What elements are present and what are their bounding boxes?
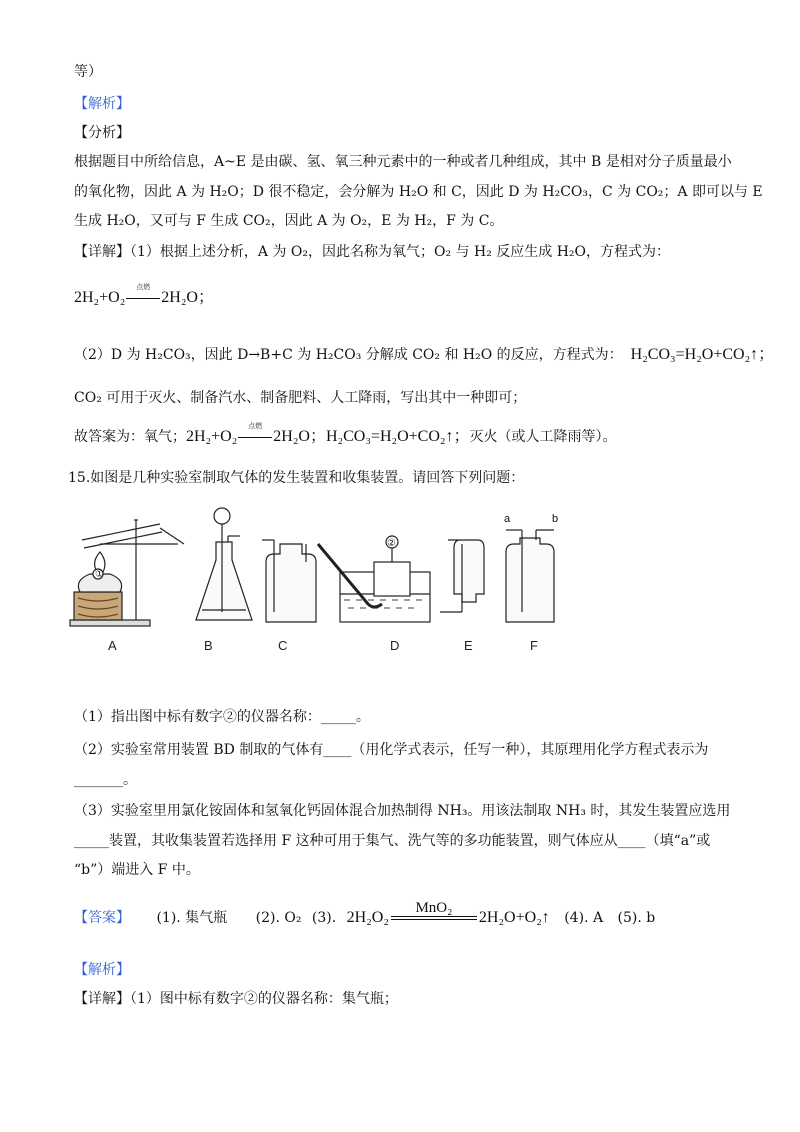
equation-2: H₂CO₃=H₂O+CO₂↑； [630,346,775,363]
answer-4: (4). A [564,910,604,926]
eq1-condition-label: 点燃 [136,283,151,291]
sub-question-3-line-3: “b”）端进入 F 中。 [74,862,200,878]
answer-eq1-reactants: 2H₂+O₂ [186,428,238,445]
answer-3-products: 2H₂O+O₂↑ [478,909,550,926]
section-tag-analysis-2: 【解析】 [74,962,130,978]
analysis-line-1: 根据题目中所给信息，A~E 是由碳、氢、氧三种元素中的一种或者几种组成，其中 B 是相对分子质量最小 [74,154,732,170]
eq1-condition [126,283,160,308]
answer-summary [74,422,617,447]
sub-question-3-line-2: _____装置，其收集装置若选择用 F 这种可用于集气、洗气等的多功能装置，则气体应从____（填“a”或 [74,833,711,849]
answer-eq2: H₂CO₃=H₂O+CO₂↑； [326,428,470,445]
analysis-line-3: 生成 H₂O，又可与 F 生成 CO₂，因此 A 为 O₂，E 为 H₂，F 为 C。 [74,213,504,229]
detail-text: （1）根据上述分析，A 为 O₂，因此名称为氧气；O₂ 与 H₂ 反应生成 H₂O，方程式为： [130,244,671,260]
sub-question-2-line-2: _______。 [74,772,137,788]
answer-3-label: (3). [311,910,337,926]
figure-label-d: D [390,638,400,653]
analysis-line-2: 的氧化物，因此 A 为 H₂O；D 很不稳定，会分解为 H₂O 和 C，因此 D 为 H₂CO₃，C 为 CO₂；A 即可以与 E [74,184,763,200]
figure-label-b: B [204,638,213,653]
answer-tag: 【答案】 [74,910,130,926]
sub-question-1: （1）指出图中标有数字②的仪器名称：_____。 [74,709,370,725]
apparatus-c [262,540,316,622]
sub-question-2-line-1: （2）实验室常用装置 BD 制取的气体有____（用化学式表示，任写一种），其原理用化学方程式表示为 [74,742,709,758]
marker-2: ② [387,538,396,549]
apparatus-b [196,508,252,620]
sub-question-3-line-1: （3）实验室里用氯化铵固体和氢氧化钙固体混合加热制得 NH₃。用该法制取 NH₃ 时，其发生装置应选用 [74,803,731,819]
apparatus-figure [60,500,580,635]
detail-2-tag: 【详解】 [74,991,130,1007]
detail-line-1 [74,242,670,262]
apparatus-f [504,513,558,622]
equation-1 [74,283,214,308]
answer-eq1-products: 2H₂O； [273,428,326,445]
figure-label-f: F [530,638,538,653]
detail-2-line [74,989,398,1009]
answer-eq1-condition-label: 点燃 [248,422,263,430]
answer-3-catalyst-label: MnO₂ [415,900,453,916]
uses-line: CO₂ 可用于灭火、制备汽水、制备肥料、人工降雨，写出其中一种即可； [74,390,527,406]
detail-tag: 【详解】 [74,244,130,260]
eq1-reactants: 2H₂+O₂ [74,289,126,306]
answer-eq1-condition [238,422,272,447]
answer-1: (1). 集气瓶 [156,910,228,926]
answer-line [74,900,656,928]
answer-3-catalyst [391,900,477,920]
eq1-products: 2H₂O； [161,289,214,306]
answer-summary-suffix: 灭火（或人工降雨等）。 [469,429,617,445]
detail-line-2 [74,345,774,365]
answer-summary-prefix: 故答案为：氧气； [74,429,186,445]
section-tag-fenxi: 【分析】 [74,125,130,141]
apparatus-a [70,520,184,626]
figure-label-a: A [108,638,117,653]
answer-5: (5). b [617,910,656,926]
figure-label-e: E [464,638,473,653]
answer-3-reactant: 2H₂O₂ [346,909,389,926]
section-tag-analysis: 【解析】 [74,96,130,112]
port-a-label: a [504,513,511,525]
marker-1: ① [95,569,104,580]
apparatus-d [318,536,430,622]
detail-2-body: （1）图中标有数字②的仪器名称：集气瓶； [130,991,398,1007]
port-b-label: b [552,513,559,525]
answer-2: (2). O₂ [255,910,302,926]
continuation-text: 等） [74,64,102,80]
detail-2-text: （2）D 为 H₂CO₃，因此 D→B+C 为 H₂CO₃ 分解成 CO₂ 和 H₂O 的反应，方程式为： [74,347,623,363]
apparatus-e [440,540,484,612]
figure-label-c: C [278,638,288,653]
question-15-stem: 15.如图是几种实验室制取气体的发生装置和收集装置。请回答下列问题： [68,470,525,486]
